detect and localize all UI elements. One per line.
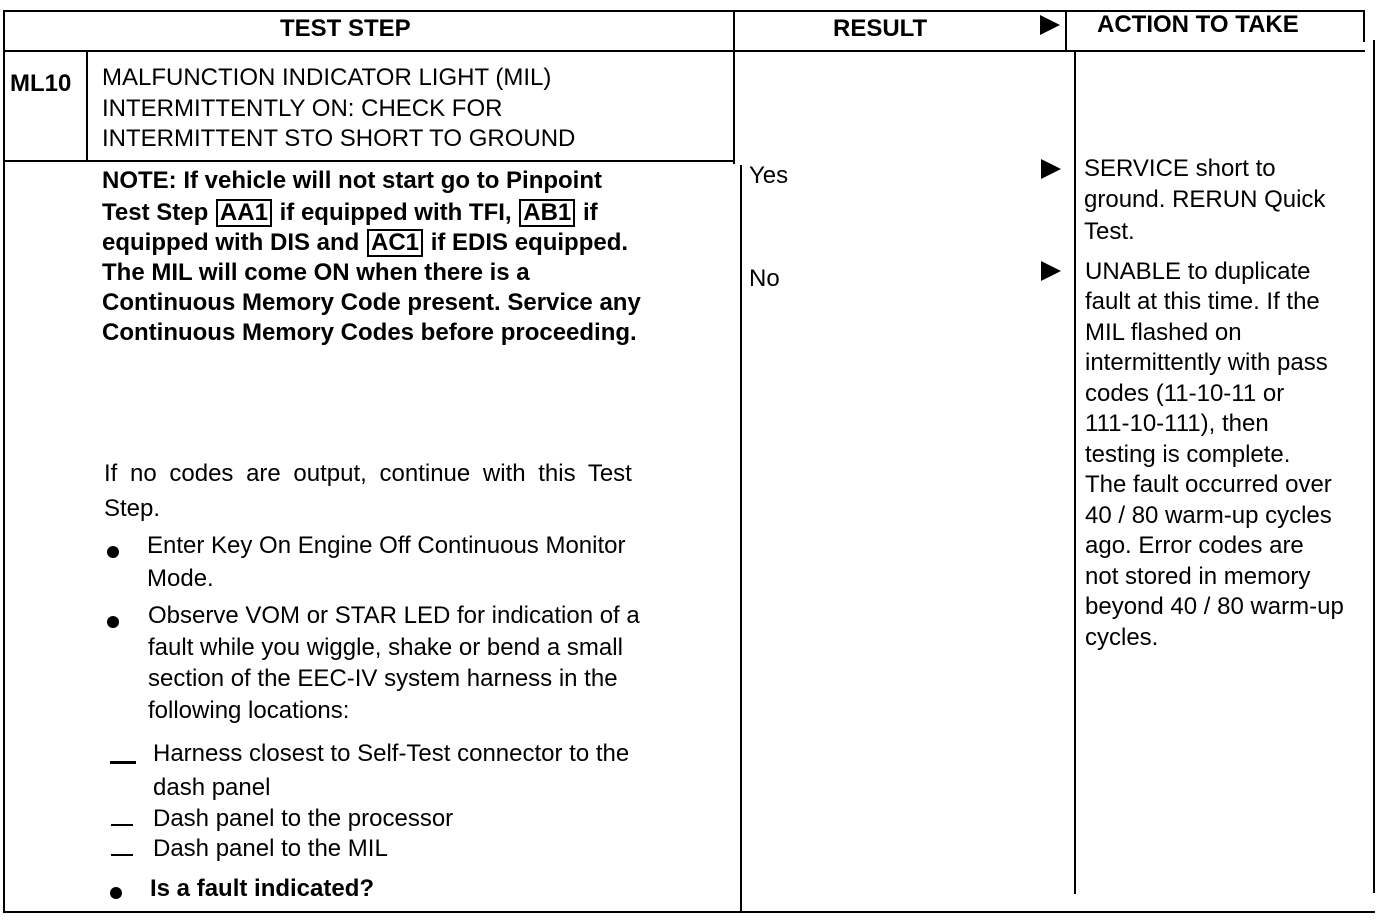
instruction-intro: If no codes are output, continue with this Test [104, 460, 632, 487]
dash-icon [111, 854, 133, 856]
action-no-line: fault at this time. If the [1085, 288, 1320, 315]
action-no-line: MIL flashed on [1085, 319, 1242, 346]
note-text: Test Step [102, 199, 209, 226]
note-line: The MIL will come ON when there is a [102, 259, 530, 286]
action-no-line: cycles. [1085, 624, 1159, 651]
result-arrow-icon [1041, 261, 1061, 281]
test-step-ref-ac1: AC1 [367, 229, 423, 257]
result-column-divider [733, 10, 735, 52]
action-yes-line: Test. [1084, 218, 1135, 245]
dash-icon [110, 761, 136, 764]
header-result: RESULT [833, 15, 928, 42]
action-no-line: The fault occurred over [1085, 471, 1332, 498]
action-no-line: codes (11-10-11 or [1085, 380, 1285, 407]
table-left-rule [3, 10, 5, 912]
location-line: Dash panel to the processor [153, 805, 454, 832]
table-right-rule [1373, 40, 1375, 893]
bullet-line: section of the EEC-IV system harness in the [148, 665, 618, 692]
note-line: NOTE: If vehicle will not start go to Pinpoint [102, 167, 603, 194]
result-yes: Yes [749, 162, 789, 189]
result-no: No [749, 265, 780, 292]
test-step-ref-ab1: AB1 [519, 199, 575, 227]
note-text: if equipped with TFI, [279, 199, 512, 226]
result-arrow-icon [1041, 159, 1061, 179]
action-yes-line: ground. RERUN Quick [1084, 186, 1326, 213]
step-title-line: MALFUNCTION INDICATOR LIGHT (MIL) [102, 64, 552, 91]
action-no-line: intermittently with pass [1085, 349, 1328, 376]
table-right-rule-top [1363, 10, 1365, 42]
bullet-line: Mode. [147, 565, 214, 592]
fault-question: Is a fault indicated? [150, 875, 375, 902]
note-text: if EDIS equipped. [430, 229, 629, 256]
bullet-line: fault while you wiggle, shake or bend a small [148, 634, 623, 661]
note-text: equipped with DIS and [102, 229, 360, 256]
step-id-divider [86, 52, 88, 160]
bullet-icon [107, 546, 119, 558]
location-line: dash panel [153, 774, 271, 801]
header-test-step: TEST STEP [280, 15, 411, 42]
result-column-divider-lower [740, 165, 742, 913]
note-line: Continuous Memory Codes before proceeding. [102, 319, 637, 346]
action-no-line: not stored in memory [1085, 563, 1311, 590]
action-no-line: testing is complete. [1085, 441, 1291, 468]
location-line: Harness closest to Self-Test connector to the [153, 740, 630, 767]
header-bottom-rule [3, 50, 1365, 52]
bullet-line: Enter Key On Engine Off Continuous Monitor [147, 532, 626, 559]
action-no-line: beyond 40 / 80 warm-up [1085, 593, 1344, 620]
step-title-line: INTERMITTENTLY ON: CHECK FOR [102, 95, 503, 122]
location-line: Dash panel to the MIL [153, 835, 388, 862]
test-step-ref-aa1: AA1 [216, 199, 272, 227]
header-action: ACTION TO TAKE [1097, 11, 1299, 38]
note-text: if [582, 199, 598, 226]
step-title-bottom-rule [3, 160, 734, 162]
action-no-line: 40 / 80 warm-up cycles [1085, 502, 1332, 529]
step-title-right-rule [733, 52, 735, 164]
note-line-refs [102, 198, 598, 229]
note-line-refs [102, 228, 628, 259]
action-column-divider [1065, 10, 1067, 52]
instruction-intro: Step. [104, 495, 161, 522]
step-id: ML10 [10, 70, 72, 97]
action-no-line: UNABLE to duplicate [1085, 258, 1311, 285]
header-arrow-icon [1040, 15, 1060, 35]
step-title-line: INTERMITTENT STO SHORT TO GROUND [102, 125, 576, 152]
bullet-icon [107, 616, 119, 628]
note-line: Continuous Memory Code present. Service any [102, 289, 641, 316]
action-yes-line: SERVICE short to [1084, 155, 1276, 182]
action-column-divider-lower [1074, 52, 1076, 894]
bullet-line: following locations: [148, 697, 350, 724]
bullet-icon [110, 887, 122, 899]
action-no-line: 111-10-111), then [1085, 410, 1269, 437]
dash-icon [111, 824, 133, 826]
table-bottom-rule [3, 911, 1375, 913]
bullet-line: Observe VOM or STAR LED for indication of a [148, 602, 640, 629]
action-no-line: ago. Error codes are [1085, 532, 1304, 559]
